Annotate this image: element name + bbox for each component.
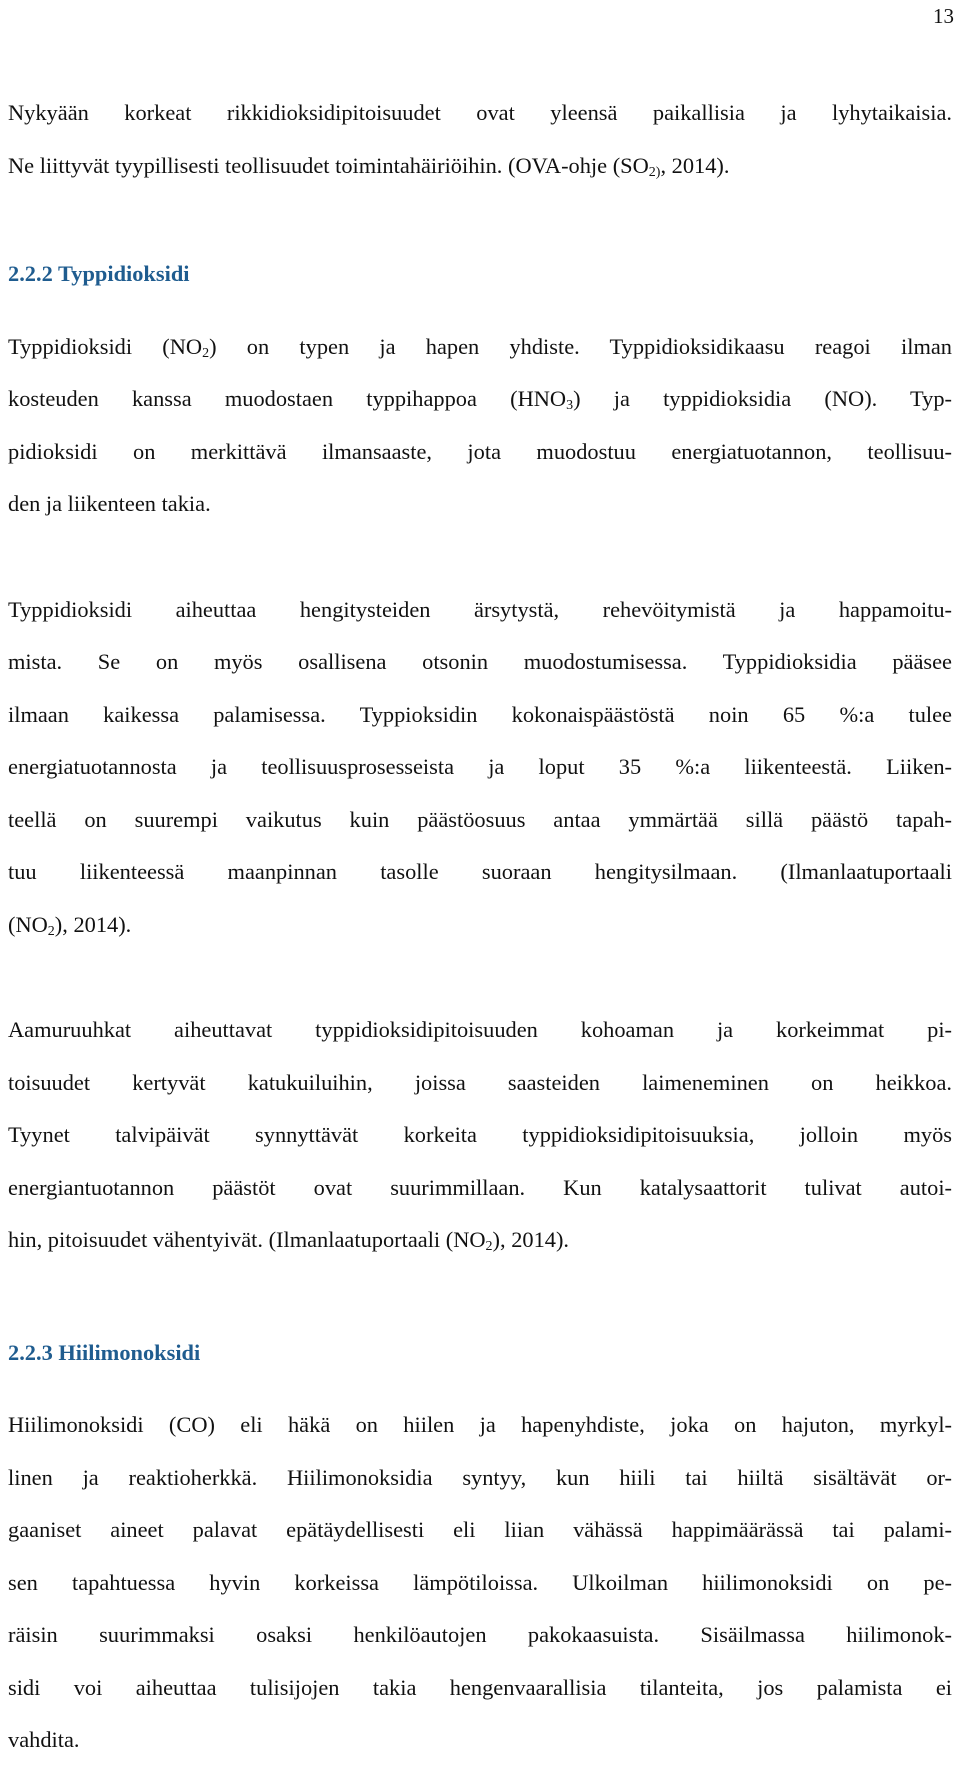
text-line: toisuudet kertyvät katukuiluihin, joissa saasteiden laimeneminen on heikkoa. <box>8 1069 952 1095</box>
text-line: Aamuruuhkat aiheuttavat typpidioksidipitoisuuden kohoaman ja korkeimmat pi- <box>8 1017 952 1042</box>
text-run: Typpidioksidi (NO <box>8 333 203 359</box>
text-line: pidioksidi on merkittävä ilmansaaste, jota muodostuu energiatuotannon, teollisuu- <box>8 438 952 464</box>
text-line: Tyynet talvipäivät synnyttävät korkeita typpidioksidipitoisuuksia, jolloin myös <box>8 1122 952 1147</box>
text-line: Nykyään korkeat rikkidioksidipitoisuudet ovat yleensä paikallisia ja lyhytaikaisia. <box>8 100 952 125</box>
text-line: sidi voi aiheuttaa tulisijojen takia hengenvaarallisia tilanteita, jos palamista ei <box>8 1674 952 1700</box>
text-run: ) ja typpidioksidia (NO). Typ- <box>573 386 952 411</box>
subscript: 2 <box>485 1239 493 1254</box>
text-line: Typpidioksidi aiheuttaa hengitysteiden ärsytystä, rehevöitymistä ja happamoitu- <box>8 596 952 622</box>
text-line: energiatuotannosta ja teollisuusprosesseista ja loput 35 %:a liikenteestä. Liiken- <box>8 754 952 779</box>
text-line: Hiilimonoksidi (CO) eli häkä on hiilen ja hapenyhdiste, joka on hajuton, myrkyl- <box>8 1412 952 1437</box>
text-line: energiantuotannon päästöt ovat suurimmillaan. Kun katalysaattorit tulivat autoi- <box>8 1174 952 1200</box>
section-heading-nitrogen-dioxide: 2.2.2 Typpidioksidi <box>8 261 190 286</box>
subscript: 2) <box>648 164 661 180</box>
text-line: teellä on suurempi vaikutus kuin päästöosuus antaa ymmärtää sillä päästö tapah- <box>8 806 952 832</box>
text-line: linen ja reaktioherkkä. Hiilimonoksidia syntyy, kun hiili tai hiiltä sisältävät or- <box>8 1464 952 1490</box>
subscript: 2 <box>47 923 55 939</box>
text-line: mista. Se on myös osallisena otsonin muodostumisessa. Typpidioksidia pääsee <box>8 649 952 674</box>
text-line: gaaniset aineet palavat epätäydellisesti eli liian vähässä happimäärässä tai palami- <box>8 1517 952 1542</box>
text-run: hin, pitoisuudet vähentyivät. (Ilmanlaatuportaali (NO <box>8 1227 486 1252</box>
text-run: ), 2014). <box>492 1227 570 1252</box>
text-line <box>8 1214 952 1267</box>
text-line: vahdita. <box>8 1727 80 1752</box>
text-run: ), 2014). <box>54 911 132 937</box>
text-run: kosteuden kanssa muodostaen typpihappoa (HNO <box>8 386 567 411</box>
text-line: tuu liikenteessä maanpinnan tasolle suoraan hengitysilmaan. (Ilmanlaatuportaali <box>8 859 952 884</box>
text-run: (NO <box>8 911 48 937</box>
text-line: ilmaan kaikessa palamisessa. Typpioksidin kokonaispäästöstä noin 65 %:a tulee <box>8 701 952 727</box>
text-run: , 2014). <box>660 152 730 178</box>
section-heading-carbon-monoxide: 2.2.3 Hiilimonoksidi <box>8 1339 201 1365</box>
text-line: sen tapahtuessa hyvin korkeissa lämpötiloissa. Ulkoilman hiilimonoksidi on pe- <box>8 1569 952 1595</box>
text-line <box>8 373 952 426</box>
text-run: ) on typen ja hapen yhdiste. Typpidioksidikaasu reagoi ilman <box>209 333 952 359</box>
text-line <box>8 321 952 374</box>
paragraph-carbon-monoxide <box>8 1399 952 1767</box>
subscript: 2 <box>202 345 210 361</box>
document-body <box>8 87 952 1767</box>
paragraph-nitrogen-dioxide-effects <box>8 584 952 952</box>
text-line: den ja liikenteen takia. <box>8 491 211 516</box>
subscript: 3 <box>566 398 574 413</box>
text-line <box>8 899 952 952</box>
text-line <box>8 140 952 193</box>
page-number: 13 <box>933 4 954 28</box>
text-run: Ne liittyvät tyypillisesti teollisuudet toimintahäiriöihin. (OVA-ohje (SO <box>8 152 649 178</box>
paragraph-nitrogen-dioxide-intro <box>8 321 952 531</box>
paragraph-sulfur-dioxide <box>8 87 952 192</box>
paragraph-rush-hour <box>8 1004 952 1267</box>
text-line: räisin suurimmaksi osaksi henkilöautojen pakokaasuista. Sisäilmassa hiilimonok- <box>8 1622 952 1647</box>
